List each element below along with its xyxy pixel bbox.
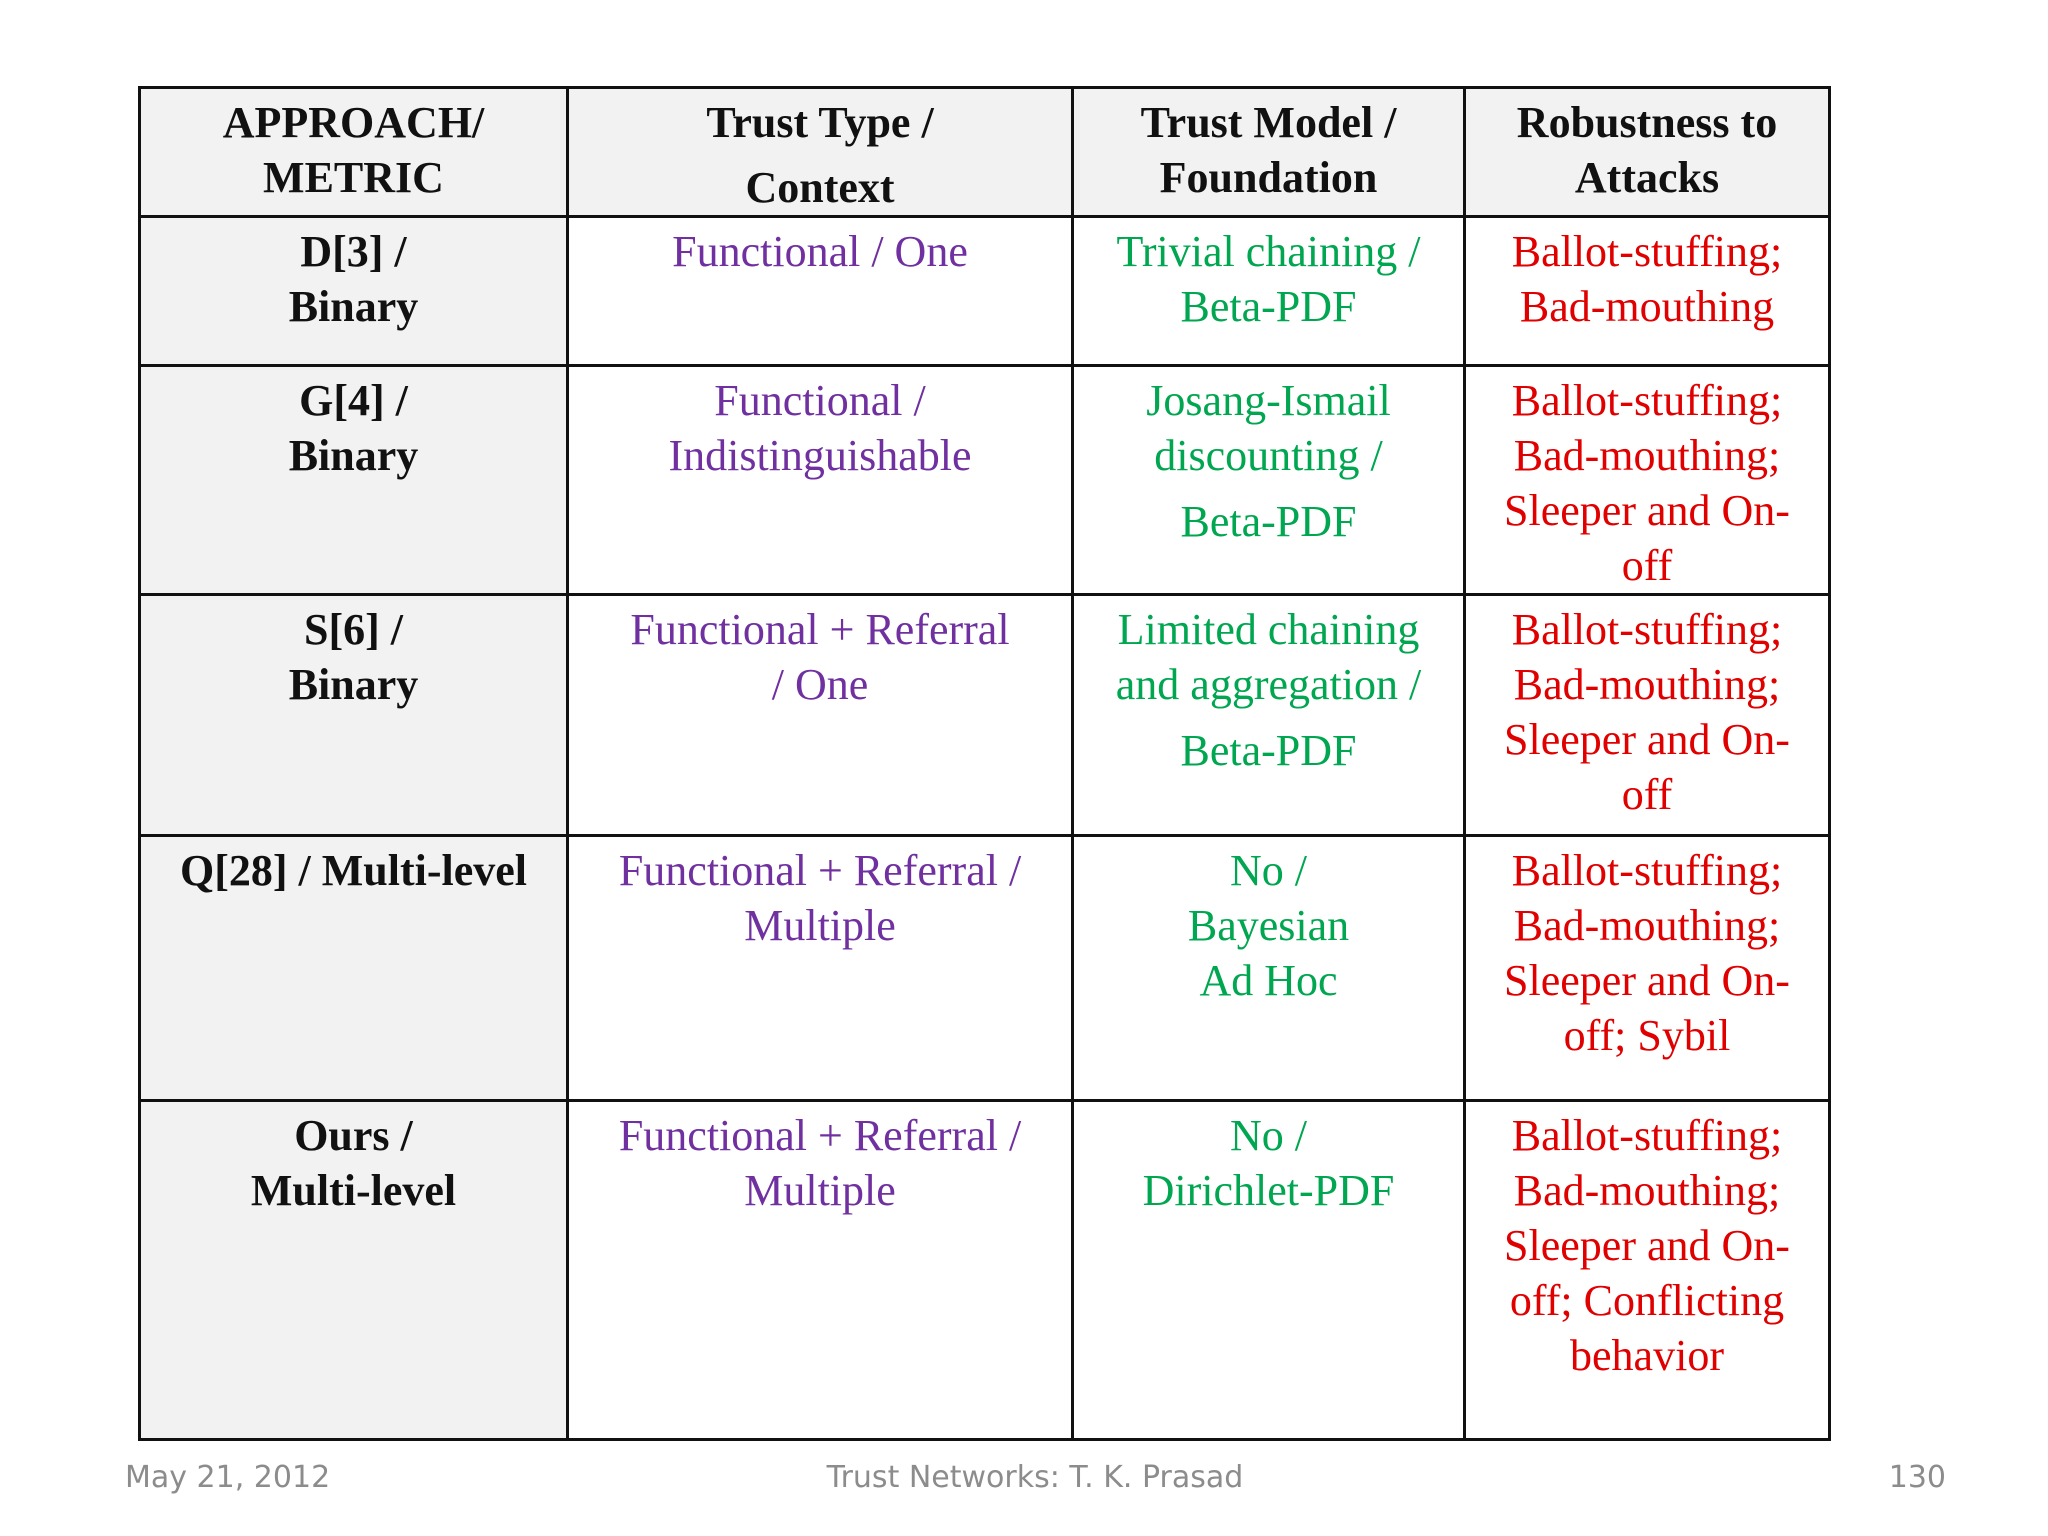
approach-line: Binary xyxy=(288,660,419,709)
robustness-cell xyxy=(1465,217,1830,366)
robustness-line: off; Sybil xyxy=(1563,1011,1731,1060)
trust-type-line: Indistinguishable xyxy=(668,431,972,480)
robustness-line: Ballot-stuffing; xyxy=(1511,227,1783,276)
trust-type-cell xyxy=(568,1101,1073,1440)
trust-model-line: Limited chaining xyxy=(1117,605,1420,654)
header-trust-model-line1: Trust Model / xyxy=(1140,98,1397,147)
robustness-line: Ballot-stuffing; xyxy=(1511,846,1783,895)
trust-type-cell xyxy=(568,366,1073,595)
header-robustness-line1: Robustness to xyxy=(1516,98,1778,147)
approach-cell xyxy=(140,836,568,1101)
trust-model-line: Josang-Ismail xyxy=(1146,376,1391,425)
approach-line: Ours / xyxy=(294,1111,413,1160)
table-row xyxy=(140,217,1830,366)
robustness-line: Sleeper and On- xyxy=(1504,956,1790,1005)
header-trust-type-line2: Context xyxy=(745,163,895,212)
table-row xyxy=(140,595,1830,836)
approach-line: Q[28] / Multi-level xyxy=(179,846,527,895)
robustness-cell xyxy=(1465,366,1830,595)
robustness-line: Bad-mouthing; xyxy=(1513,901,1781,950)
header-trust-model-line2: Foundation xyxy=(1159,153,1378,202)
robustness-line: Ballot-stuffing; xyxy=(1511,1111,1783,1160)
trust-type-cell xyxy=(568,595,1073,836)
trust-model-cell xyxy=(1073,836,1465,1101)
robustness-line: Bad-mouthing; xyxy=(1513,660,1781,709)
robustness-cell xyxy=(1465,836,1830,1101)
trust-model-line: Ad Hoc xyxy=(1199,956,1338,1005)
trust-type-line: Functional / One xyxy=(672,227,968,276)
approach-line: D[3] / xyxy=(300,227,407,276)
robustness-cell xyxy=(1465,1101,1830,1440)
header-trust-model xyxy=(1073,88,1465,217)
table-row xyxy=(140,1101,1830,1440)
trust-model-line: discounting / xyxy=(1154,431,1383,480)
trust-model-line: and aggregation / xyxy=(1115,660,1422,709)
trust-model-line: No / xyxy=(1230,846,1307,895)
trust-model-line: Beta-PDF xyxy=(1180,726,1357,775)
robustness-line: Ballot-stuffing; xyxy=(1511,376,1783,425)
trust-model-cell xyxy=(1073,595,1465,836)
robustness-line: off xyxy=(1621,541,1673,590)
header-approach xyxy=(140,88,568,217)
header-approach-line1: APPROACH/ xyxy=(222,98,485,147)
approach-cell xyxy=(140,366,568,595)
table-row xyxy=(140,366,1830,595)
approach-line: G[4] / xyxy=(299,376,408,425)
approach-line: Multi-level xyxy=(250,1166,457,1215)
trust-model-cell xyxy=(1073,1101,1465,1440)
trust-type-line: Functional + Referral xyxy=(630,605,1010,654)
robustness-line: Bad-mouthing; xyxy=(1513,1166,1781,1215)
page-number: 130 xyxy=(1888,1460,1946,1495)
robustness-line: Sleeper and On- xyxy=(1504,1221,1790,1270)
trust-type-line: Functional + Referral / xyxy=(618,1111,1022,1160)
robustness-line: Sleeper and On- xyxy=(1504,486,1790,535)
footer-title: Trust Networks: T. K. Prasad xyxy=(826,1460,1244,1495)
robustness-line: Bad-mouthing xyxy=(1519,282,1775,331)
robustness-line: Sleeper and On- xyxy=(1504,715,1790,764)
approach-line: Binary xyxy=(288,282,419,331)
trust-model-line: Dirichlet-PDF xyxy=(1142,1166,1395,1215)
trust-type-line: Functional / xyxy=(714,376,926,425)
approach-line: S[6] / xyxy=(304,605,403,654)
approach-cell xyxy=(140,595,568,836)
robustness-cell xyxy=(1465,595,1830,836)
trust-model-line: Trivial chaining / xyxy=(1116,227,1421,276)
trust-type-cell xyxy=(568,836,1073,1101)
robustness-line: off xyxy=(1621,770,1673,819)
trust-model-line: Beta-PDF xyxy=(1180,497,1357,546)
robustness-line: behavior xyxy=(1570,1331,1724,1380)
table-row xyxy=(140,836,1830,1101)
comparison-table xyxy=(138,86,1831,1441)
approach-cell xyxy=(140,217,568,366)
robustness-line: Ballot-stuffing; xyxy=(1511,605,1783,654)
header-robustness xyxy=(1465,88,1830,217)
header-trust-type xyxy=(568,88,1073,217)
header-robustness-line2: Attacks xyxy=(1574,153,1720,202)
trust-type-cell xyxy=(568,217,1073,366)
trust-type-line: Multiple xyxy=(744,901,896,950)
header-approach-line2: METRIC xyxy=(263,153,444,202)
trust-model-cell xyxy=(1073,217,1465,366)
trust-model-cell xyxy=(1073,366,1465,595)
footer-date: May 21, 2012 xyxy=(125,1460,331,1495)
approach-line: Binary xyxy=(288,431,419,480)
trust-type-line: Functional + Referral / xyxy=(618,846,1022,895)
trust-model-line: Beta-PDF xyxy=(1180,282,1357,331)
header-row xyxy=(140,88,1830,217)
trust-type-line: / One xyxy=(771,660,869,709)
robustness-line: Bad-mouthing; xyxy=(1513,431,1781,480)
trust-model-line: Bayesian xyxy=(1187,901,1350,950)
trust-model-line: No / xyxy=(1230,1111,1307,1160)
robustness-line: off; Conflicting xyxy=(1509,1276,1785,1325)
header-trust-type-line1: Trust Type / xyxy=(706,98,934,147)
approach-cell xyxy=(140,1101,568,1440)
trust-type-line: Multiple xyxy=(744,1166,896,1215)
